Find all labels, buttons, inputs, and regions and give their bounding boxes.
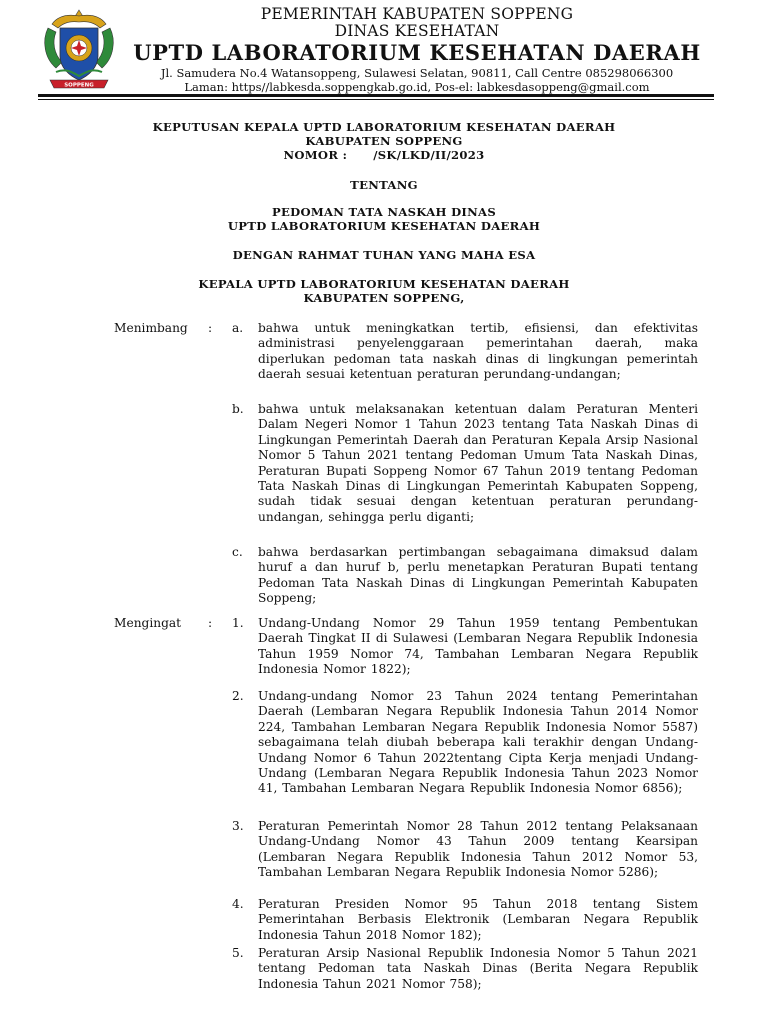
mengingat-item-2: Undang-undang Nomor 23 Tahun 2024 tentang Pemerintahan Daerah (Lembaran Negara Republik Indonesia Tahun 2014 Nomor 224, Tambahan Lembaran Negara Republik Indonesia Nomor 5587) sebagaimana telah diubah beberapa kali terakhir dengan Undang-Undang Nomor 6 Tahun 2022tentang Cipta Kerja menjadi Undang-Undang (Lembaran Negara Republik Indonesia Tahun 2023 Nomor 41, Tambahan Lembaran Negara Republik Indonesia Nomor 6856);	[258, 689, 698, 796]
soppeng-regency-emblem-icon	[38, 6, 120, 92]
mengingat-colon: :	[208, 616, 213, 630]
head-title-line1: KEPALA UPTD LABORATORIUM KESEHATAN DAERAH	[198, 277, 570, 291]
letterhead-thick-rule	[38, 94, 714, 97]
tentang-heading: TENTANG	[350, 178, 418, 192]
menimbang-item-c: bahwa berdasarkan pertimbangan sebagaimana dimaksud dalam huruf a dan huruf b, perlu menetapkan Peraturan Bupati tentang Pedoman Tata Naskah Dinas di Lingkungan Pemerintah Kabupaten Soppeng;	[258, 545, 698, 606]
letterhead-thin-rule	[38, 99, 714, 100]
decision-title-line1: KEPUTUSAN KEPALA UPTD LABORATORIUM KESEHATAN DAERAH	[152, 120, 616, 134]
mengingat-item-4: Peraturan Presiden Nomor 95 Tahun 2018 tentang Sistem Pemerintahan Berbasis Elektronik (Lembaran Negara Republik Indonesia Tahun 2018 Nomor 182);	[258, 897, 698, 942]
list-item-number: 2.	[232, 689, 244, 703]
menimbang-label: Menimbang	[114, 321, 188, 335]
menimbang-colon: :	[208, 321, 213, 335]
government-name: PEMERINTAH KABUPATEN SOPPENG	[260, 5, 574, 23]
menimbang-item-b: bahwa untuk melaksanakan ketentuan dalam Peraturan Menteri Dalam Negeri Nomor 1 Tahun 2023 tentang Tata Naskah Dinas di Lingkungan Pemerintah Daerah dan Peraturan Kepala Arsip Nasional Nomor 5 Tahun 2021 tentang Pedoman Umum Tata Naskah Dinas, Peraturan Bupati Soppeng Nomor 67 Tahun 2019 tentang Pedoman Tata Naskah Dinas di Lingkungan Pemerintah Kabupaten Soppeng, sudah tidak sesuai dengan ketentuan peraturan perundang-undangan, sehingga perlu diganti;	[258, 402, 698, 524]
mengingat-item-1: Undang-Undang Nomor 29 Tahun 1959 tentang Pembentukan Daerah Tingkat II di Sulawesi (Lembaran Negara Republik Indonesia Tahun 1959 Nomor 74, Tambahan Lembaran Negara Republik Indonesia Nomor 1822);	[258, 616, 698, 677]
mengingat-label: Mengingat	[114, 616, 182, 630]
website-email-line: Laman: https//labkesda.soppengkab.go.id, Pos-el: labkesdasoppeng@gmail.com	[184, 80, 650, 94]
institution-name: UPTD LABORATORIUM KESEHATAN DAERAH	[133, 40, 701, 65]
subject-line2: UPTD LABORATORIUM KESEHATAN DAERAH	[227, 219, 541, 233]
list-item-number: 5.	[232, 946, 244, 960]
head-title-line2: KABUPATEN SOPPENG,	[303, 291, 465, 305]
grace-statement: DENGAN RAHMAT TUHAN YANG MAHA ESA	[232, 248, 536, 262]
mengingat-item-5: Peraturan Arsip Nasional Republik Indonesia Nomor 5 Tahun 2021 tentang Pedoman tata Naskah Dinas (Berita Negara Republik Indonesia Tahun 2021 Nomor 758);	[258, 946, 698, 991]
subject-line1: PEDOMAN TATA NASKAH DINAS	[271, 205, 497, 219]
list-item-number: 4.	[232, 897, 244, 911]
letterhead	[122, 6, 712, 94]
list-item-number: 1.	[232, 616, 244, 630]
svg-text:SOPPENG: SOPPENG	[64, 82, 94, 89]
decision-title-line2: KABUPATEN SOPPENG	[305, 134, 463, 148]
address-line: Jl. Samudera No.4 Watansoppeng, Sulawesi Selatan, 90811, Call Centre 085298066300	[160, 66, 674, 80]
mengingat-item-3: Peraturan Pemerintah Nomor 28 Tahun 2012 tentang Pelaksanaan Undang-Undang Nomor 43 Tahun 2009 tentang Kearsipan (Lembaran Negara Republik Indonesia Tahun 2012 Nomor 53, Tambahan Lembaran Negara Republik Indonesia Nomor 5286);	[258, 819, 698, 880]
list-item-number: a.	[232, 321, 244, 335]
decision-number: NOMOR : /SK/LKD/II/2023	[283, 148, 485, 162]
list-item-number: 3.	[232, 819, 244, 833]
list-item-number: b.	[232, 402, 244, 416]
agency-name: DINAS KESEHATAN	[334, 22, 500, 40]
list-item-number: c.	[232, 545, 243, 559]
menimbang-item-a: bahwa untuk meningkatkan tertib, efisiensi, dan efektivitas administrasi penyelenggaraan pemerintahan daerah, maka diperlukan pedoman tata naskah dinas di lingkungan pemerintah daerah sesuai ketentuan peraturan perundang-undangan;	[258, 321, 698, 382]
